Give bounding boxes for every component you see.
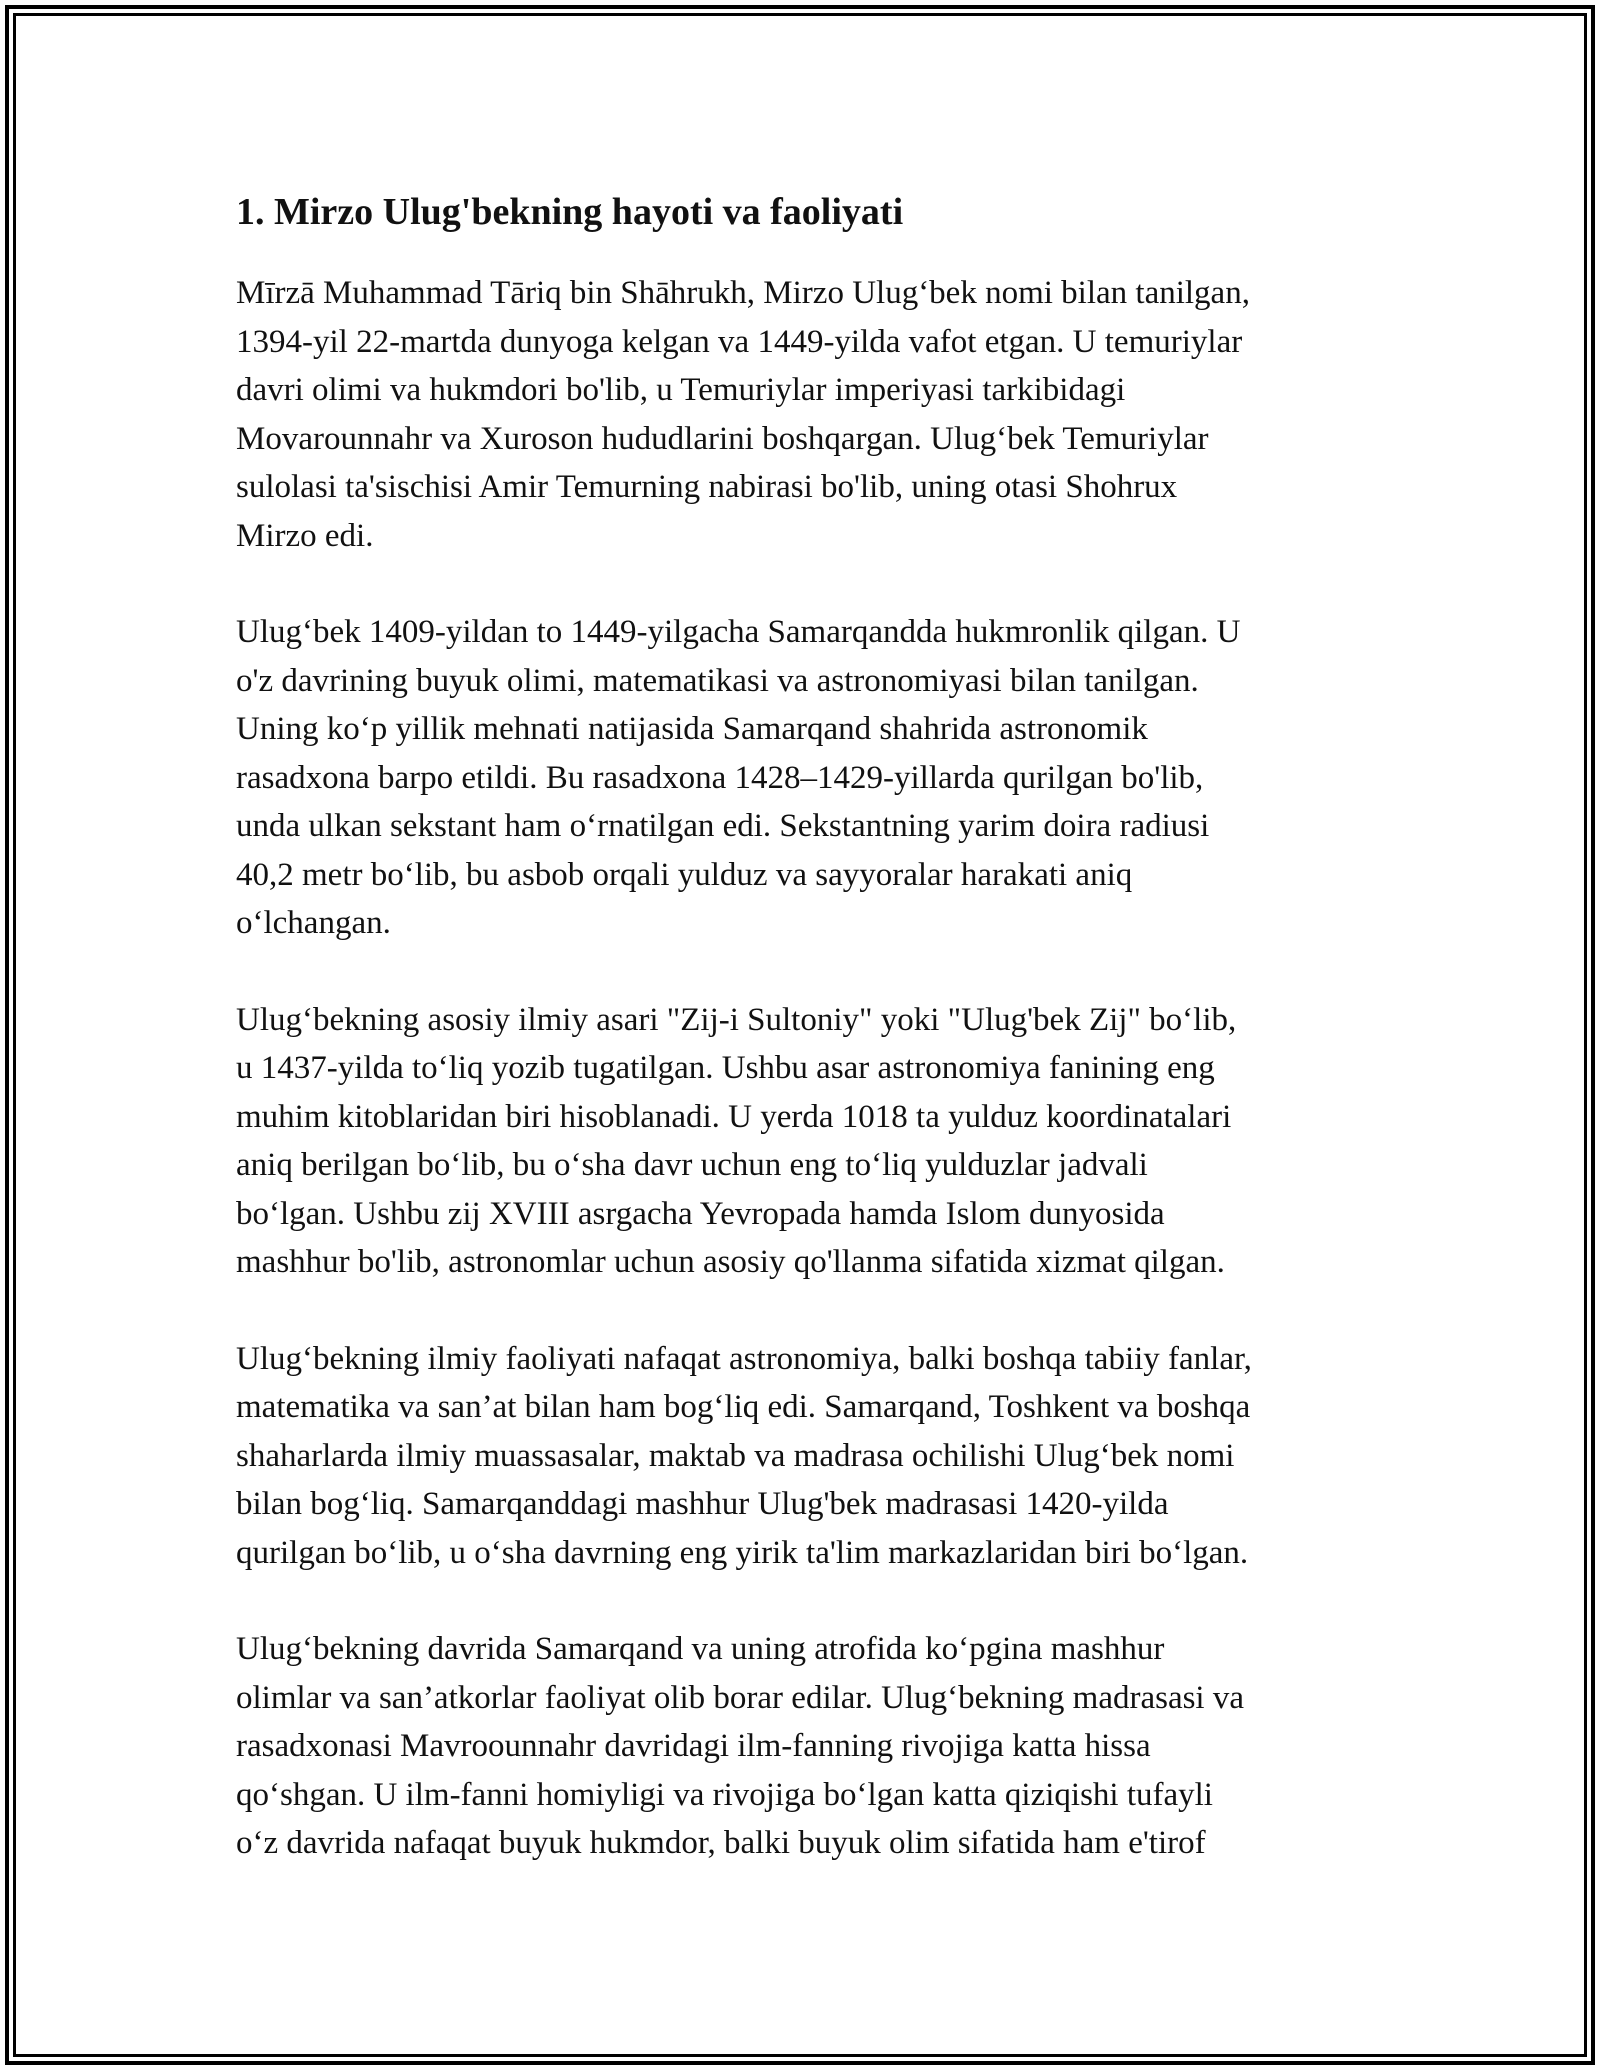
paragraph-line: matematika va san’at bilan ham bog‘liq edi. Samarqand, Toshkent va boshqa bbox=[236, 1389, 1251, 1425]
paragraph-line: o'z davrining buyuk olimi, matematikasi va astronomiyasi bilan tanilgan. bbox=[236, 662, 1199, 699]
paragraph-line: Ulug‘bek 1409-yildan to 1449-yilgacha Samarqandda hukmronlik qilgan. U bbox=[236, 614, 1241, 650]
paragraph-line: qurilgan bo‘lib, u o‘sha davrning eng yirik ta'lim markazlaridan biri bo‘lgan. bbox=[236, 1534, 1249, 1571]
paragraph-line: sulolasi ta'sischisi Amir Temurning nabirasi bo'lib, uning otasi Shohrux bbox=[236, 469, 1178, 505]
paragraph-line: olimlar va san’atkorlar faoliyat olib borar edilar. Ulug‘bekning madrasasi va bbox=[236, 1679, 1244, 1716]
paragraph-5 bbox=[236, 1625, 1376, 1868]
paragraph-line: Movarounnahr va Xuroson hududlarini boshqargan. Ulug‘bek Temuriylar bbox=[236, 420, 1209, 457]
paragraph-3 bbox=[236, 996, 1376, 1287]
paragraph-line: mashhur bo'lib, astronomlar uchun asosiy qo'llanma sifatida xizmat qilgan. bbox=[236, 1244, 1225, 1280]
paragraph-line: bo‘lgan. Ushbu zij XVIII asrgacha Yevropada hamda Islom dunyosida bbox=[236, 1195, 1165, 1232]
paragraph-line: o‘lchangan. bbox=[236, 905, 391, 941]
paragraph-line: Mīrzā Muhammad Tāriq bin Shāhrukh, Mirzo Ulug‘bek nomi bilan tanilgan, bbox=[236, 275, 1250, 311]
paragraph-line: shaharlarda ilmiy muassasalar, maktab va madrasa ochilishi Ulug‘bek nomi bbox=[236, 1437, 1235, 1474]
paragraph-line: o‘z davrida nafaqat buyuk hukmdor, balki buyuk olim sifatida ham e'tirof bbox=[236, 1825, 1206, 1861]
paragraph-line: 1394-yil 22-martda dunyoga kelgan va 1449-yilda vafot etgan. U temuriylar bbox=[236, 323, 1243, 360]
paragraph-line: bilan bog‘liq. Samarqanddagi mashhur Ulug'bek madrasasi 1420-yilda bbox=[236, 1486, 1169, 1522]
paragraph-line: davri olimi va hukmdori bo'lib, u Temuriylar imperiyasi tarkibidagi bbox=[236, 372, 1126, 408]
paragraph-line: unda ulkan sekstant ham o‘rnatilgan edi. Sekstantning yarim doira radiusi bbox=[236, 808, 1210, 844]
paragraph-2 bbox=[236, 608, 1376, 948]
paragraph-line: rasadxonasi Mavroounnahr davridagi ilm-fanning rivojiga katta hissa bbox=[236, 1728, 1151, 1764]
paragraph-1 bbox=[236, 269, 1376, 560]
paragraph-line: Ulug‘bekning davrida Samarqand va uning atrofida ko‘pgina mashhur bbox=[236, 1631, 1165, 1667]
paragraph-line: rasadxona barpo etildi. Bu rasadxona 1428–1429-yillarda qurilgan bo'lib, bbox=[236, 759, 1204, 796]
paragraph-line: aniq berilgan bo‘lib, bu o‘sha davr uchun eng to‘liq yulduzlar jadvali bbox=[236, 1147, 1148, 1183]
paragraph-line: muhim kitoblaridan biri hisoblanadi. U yerda 1018 ta yulduz koordinatalari bbox=[236, 1098, 1232, 1135]
paragraph-line: Ulug‘bekning ilmiy faoliyati nafaqat astronomiya, balki boshqa tabiiy fanlar, bbox=[236, 1340, 1252, 1377]
document-page bbox=[236, 185, 1376, 1916]
paragraph-line: qo‘shgan. U ilm-fanni homiyligi va rivojiga bo‘lgan katta qiziqishi tufayli bbox=[236, 1776, 1213, 1813]
paragraph-line: Ulug‘bekning asosiy ilmiy asari "Zij-i Sultoniy" yoki "Ulug'bek Zij" bo‘lib, bbox=[236, 1001, 1237, 1038]
section-heading: 1. Mirzo Ulug'bekning hayoti va faoliyati bbox=[236, 191, 904, 233]
paragraph-line: Mirzo edi. bbox=[236, 517, 374, 554]
paragraph-line: u 1437-yilda to‘liq yozib tugatilgan. Ushbu asar astronomiya fanining eng bbox=[236, 1050, 1215, 1086]
paragraph-4 bbox=[236, 1335, 1376, 1578]
paragraph-line: Uning ko‘p yillik mehnati natijasida Samarqand shahrida astronomik bbox=[236, 711, 1148, 747]
paragraph-line: 40,2 metr bo‘lib, bu asbob orqali yulduz va sayyoralar harakati aniq bbox=[236, 856, 1133, 893]
